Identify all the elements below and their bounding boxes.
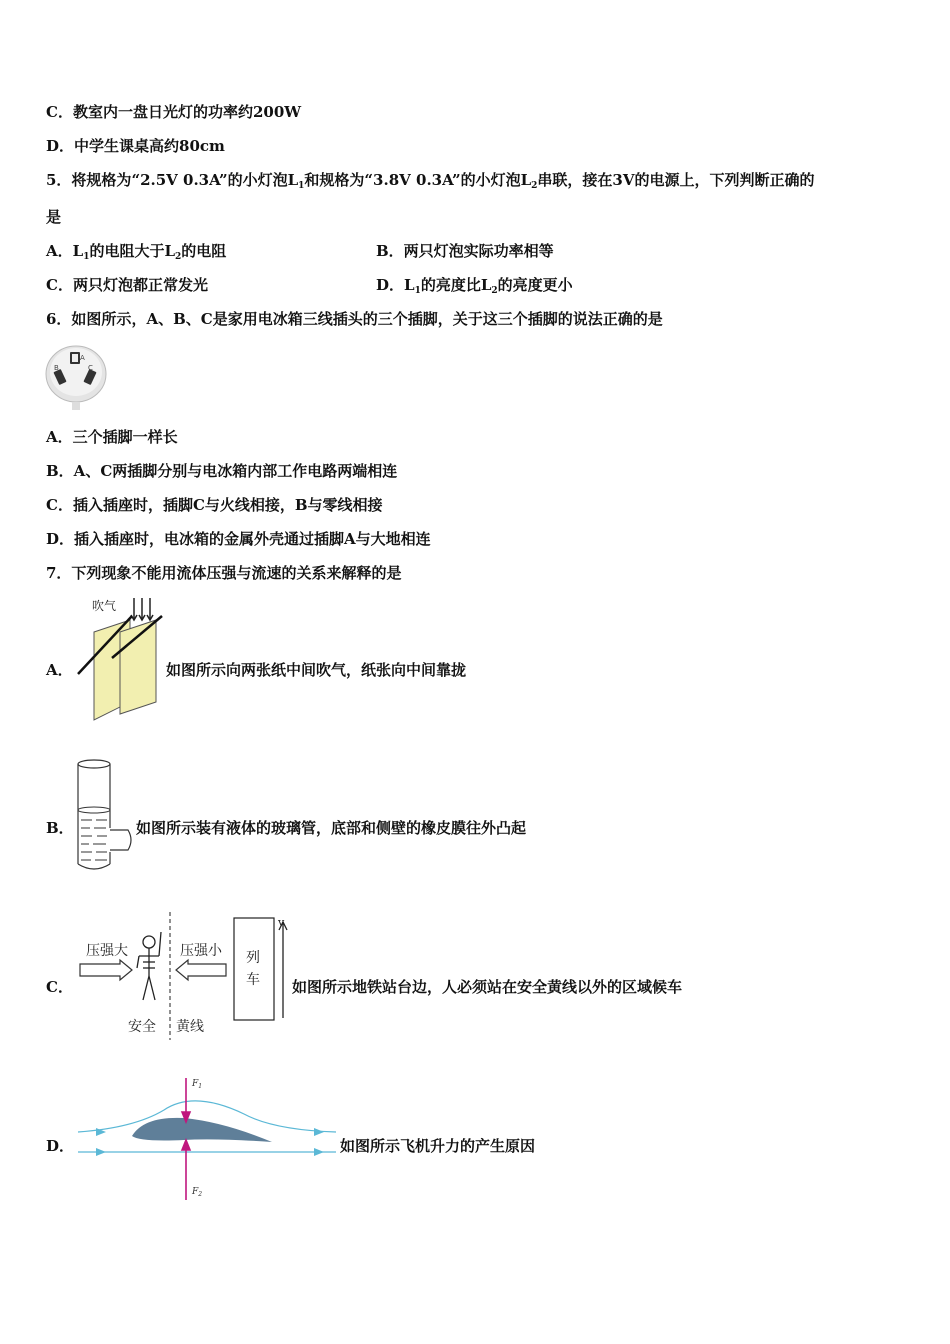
q7-option-c-label: C． [46, 978, 73, 996]
airfoil-figure [74, 1072, 340, 1202]
plug-figure [44, 340, 108, 414]
velocity-label: v [278, 916, 285, 929]
train-label-2: 车 [246, 972, 260, 988]
q7-option-b-text: 如图所示装有液体的玻璃管，底部和侧壁的橡皮膜往外凸起 [136, 819, 527, 837]
safety-label: 安全 [128, 1019, 156, 1035]
plug-label-c: C [88, 364, 93, 372]
q6-option-d: D．插入插座时，电冰箱的金属外壳通过插脚A与大地相连 [46, 530, 431, 548]
q7-option-a-label: A． [46, 661, 73, 679]
left-arrow-icon [176, 960, 226, 980]
q4-option-c: C．教室内一盘日光灯的功率约200W [46, 103, 302, 121]
blow-arrows-icon [131, 598, 153, 620]
f1-label: $F_1$ [192, 1079, 203, 1090]
low-pressure-label: 压强小 [180, 943, 222, 959]
q6-option-b: B．A、C两插脚分别与电冰箱内部工作电路两端相连 [46, 462, 398, 480]
q5-option-c: C．两只灯泡都正常发光 [46, 276, 208, 294]
q7-option-d-text: 如图所示飞机升力的产生原因 [340, 1137, 536, 1155]
q7-stem: 7．下列现象不能用流体压强与流速的关系来解释的是 [46, 564, 402, 582]
glass-tube-figure [70, 756, 136, 876]
train-box [234, 918, 274, 1020]
q5-option-b: B．两只灯泡实际功率相等 [376, 242, 554, 260]
plug-label-b: B [54, 364, 59, 372]
paper-blow-figure [72, 594, 164, 724]
q7-option-a-text: 如图所示向两张纸中间吹气，纸张向中间靠拢 [166, 661, 467, 679]
q5-option-a: A．$L_1$的电阻大于$L_2$的电阻 [46, 242, 227, 262]
paper-sheet-right [120, 620, 156, 714]
q6-option-c: C．插入插座时，插脚C与火线相接，B与零线相接 [46, 496, 383, 514]
q7-option-d-label: D． [46, 1137, 75, 1155]
stick-person-icon [137, 932, 161, 1000]
q5-option-d: D．$L_1$的亮度比$L_2$的亮度更小 [376, 276, 573, 296]
train-label-1: 列 [246, 950, 260, 966]
q5-stem-continued: 是 [46, 208, 62, 226]
liquid-lines [81, 820, 107, 860]
f2-label: $F_2$ [192, 1187, 203, 1198]
force-f1-arrow-icon [182, 1078, 190, 1122]
wing-shape [132, 1118, 272, 1142]
plug-label-a: A [80, 354, 85, 362]
high-pressure-label: 压强大 [86, 943, 128, 959]
subway-platform-figure [76, 910, 292, 1040]
q6-stem: 6．如图所示，A、B、C是家用电冰箱三线插头的三个插脚，关于这三个插脚的说法正确的是 [46, 310, 663, 328]
force-f2-arrow-icon [182, 1140, 190, 1200]
q6-option-a: A．三个插脚一样长 [46, 428, 178, 446]
side-membrane [110, 830, 131, 850]
q7-option-c-text: 如图所示地铁站台边，人必须站在安全黄线以外的区域候车 [292, 978, 683, 996]
velocity-arrow-icon [279, 922, 287, 1018]
right-arrow-icon [80, 960, 132, 980]
blow-label: 吹气 [92, 599, 117, 613]
q4-option-d: D．中学生课桌高约80cm [46, 137, 225, 155]
q5-stem: 5．将规格为“2.5V 0.3A”的小灯泡$L_1$和规格为“3.8V 0.3A”的小灯泡$L_2$串联，接在3V的电源上，下列判断正确的 [46, 171, 815, 191]
q7-option-b-label: B． [46, 819, 74, 837]
bottom-membrane [78, 864, 110, 869]
yellow-line-label: 黄线 [176, 1019, 204, 1035]
